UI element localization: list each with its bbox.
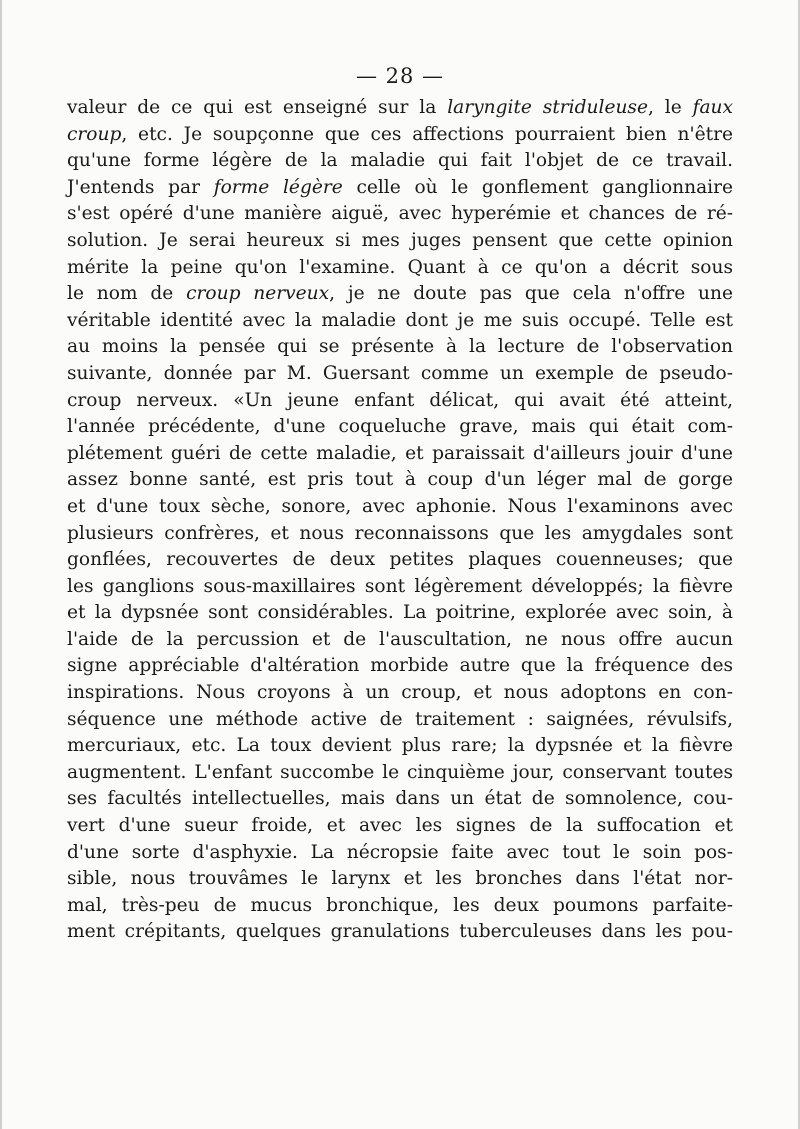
text-line — [67, 281, 733, 308]
page-edge-left — [0, 0, 2, 1129]
text-line — [67, 467, 733, 494]
page-number: — 28 — — [355, 64, 445, 88]
text-line — [67, 893, 733, 920]
text-line — [67, 574, 733, 601]
text-run: , je ne doute pas que cela n'offre une — [329, 283, 734, 305]
text-line — [67, 653, 733, 680]
text-run: séquence une méthode active de traitement : saignées, révulsifs, — [67, 708, 733, 730]
text-run: le nom de — [67, 283, 187, 305]
text-run: plétement guéri de cette maladie, et paraissait d'ailleurs jouir d'une — [67, 442, 733, 464]
text-run: au moins la pensée qui se présente à la lecture de l'observation — [67, 336, 733, 358]
text-line — [67, 919, 733, 946]
text-run: augmentent. L'enfant succombe le cinquième jour, conservant toutes — [67, 761, 733, 783]
body-text — [67, 95, 733, 946]
text-run: les ganglions sous-maxillaires sont légèrement développés; la fièvre — [67, 575, 733, 597]
text-run: l'année précédente, d'une coqueluche grave, mais qui était com- — [67, 416, 733, 438]
text-line — [67, 600, 733, 627]
text-run: plusieurs confrères, et nous reconnaissons que les amygdales sont — [67, 522, 733, 544]
text-run: et la dypsnée sont considérables. La poitrine, explorée avec soin, à — [67, 602, 733, 624]
text-run: J'entends par — [67, 176, 214, 198]
text-run: mérite la peine qu'on l'examine. Quant à ce qu'on a décrit sous — [67, 256, 733, 278]
text-run: croup nerveux. «Un jeune enfant délicat, qui avait été atteint, — [67, 389, 733, 411]
text-line — [67, 201, 733, 228]
italic-text-run: laryngite striduleuse — [447, 97, 648, 118]
text-line — [67, 840, 733, 867]
text-run: solution. Je serai heureux si mes juges pensent que cette opinion — [67, 229, 733, 251]
text-run: ses facultés intellectuelles, mais dans un état de somnolence, cou- — [67, 788, 733, 810]
text-run: mercuriaux, etc. La toux devient plus rare; la dypsnée et la fièvre — [67, 735, 733, 757]
text-run: qu'une forme légère de la maladie qui fait l'objet de ce travail. — [67, 150, 733, 172]
text-run: s'est opéré d'une manière aiguë, avec hyperémie et chances de ré- — [67, 203, 733, 225]
italic-text-run: forme légère — [213, 176, 343, 198]
text-line — [67, 148, 733, 175]
text-line — [67, 627, 733, 654]
text-line — [67, 494, 733, 521]
text-run: valeur de ce qui est enseigné sur la — [67, 97, 448, 118]
text-line — [67, 733, 733, 760]
text-run: mal, très-peu de mucus bronchique, les deux poumons parfaite- — [67, 894, 733, 916]
italic-text-run: croup — [67, 123, 122, 145]
text-line — [67, 388, 733, 415]
text-run: gonflées, recouvertes de deux petites plaques couenneuses; que — [67, 549, 733, 571]
text-run: vert d'une sueur froide, et avec les signes de la suffocation et — [67, 815, 733, 837]
text-line — [67, 122, 733, 149]
text-run: celle où le gonflement ganglionnaire — [342, 176, 734, 198]
text-run: , etc. Je soupçonne que ces affections pourraient bien n'être — [121, 123, 733, 145]
text-line — [67, 866, 733, 893]
text-run: d'une sorte d'asphyxie. La nécropsie faite avec tout le soin pos- — [67, 841, 733, 863]
italic-text-run: croup nerveux — [186, 283, 330, 305]
text-line — [67, 441, 733, 468]
text-line — [67, 707, 733, 734]
text-line — [67, 95, 733, 122]
text-run: inspirations. Nous croyons à un croup, et nous adoptons en con- — [67, 682, 733, 704]
text-line — [67, 521, 733, 548]
text-line — [67, 334, 733, 361]
text-run: signe appréciable d'altération morbide autre que la fréquence des — [67, 655, 733, 677]
text-line — [67, 414, 733, 441]
text-run: l'aide de la percussion et de l'auscultation, ne nous offre aucun — [67, 628, 733, 650]
text-run: , le — [647, 97, 693, 118]
text-run: assez bonne santé, est pris tout à coup d'un léger mal de gorge — [67, 469, 733, 491]
text-line — [67, 228, 733, 255]
text-line — [67, 813, 733, 840]
text-line — [67, 547, 733, 574]
text-run: suivante, donnée par M. Guersant comme un exemple de pseudo- — [67, 362, 733, 384]
text-line — [67, 786, 733, 813]
text-line — [67, 760, 733, 787]
text-line — [67, 175, 733, 202]
text-line — [67, 255, 733, 282]
text-line — [67, 361, 733, 388]
text-run: et d'une toux sèche, sonore, avec aphonie. Nous l'examinons avec — [67, 495, 733, 517]
text-line — [67, 680, 733, 707]
text-run: sible, nous trouvâmes le larynx et les bronches dans l'état nor- — [67, 868, 733, 890]
text-line — [67, 308, 733, 335]
italic-text-run: faux — [692, 97, 733, 118]
text-run: ment crépitants, quelques granulations tuberculeuses dans les pou- — [67, 921, 733, 943]
text-run: véritable identité avec la maladie dont je me suis occupé. Telle est — [67, 309, 733, 331]
